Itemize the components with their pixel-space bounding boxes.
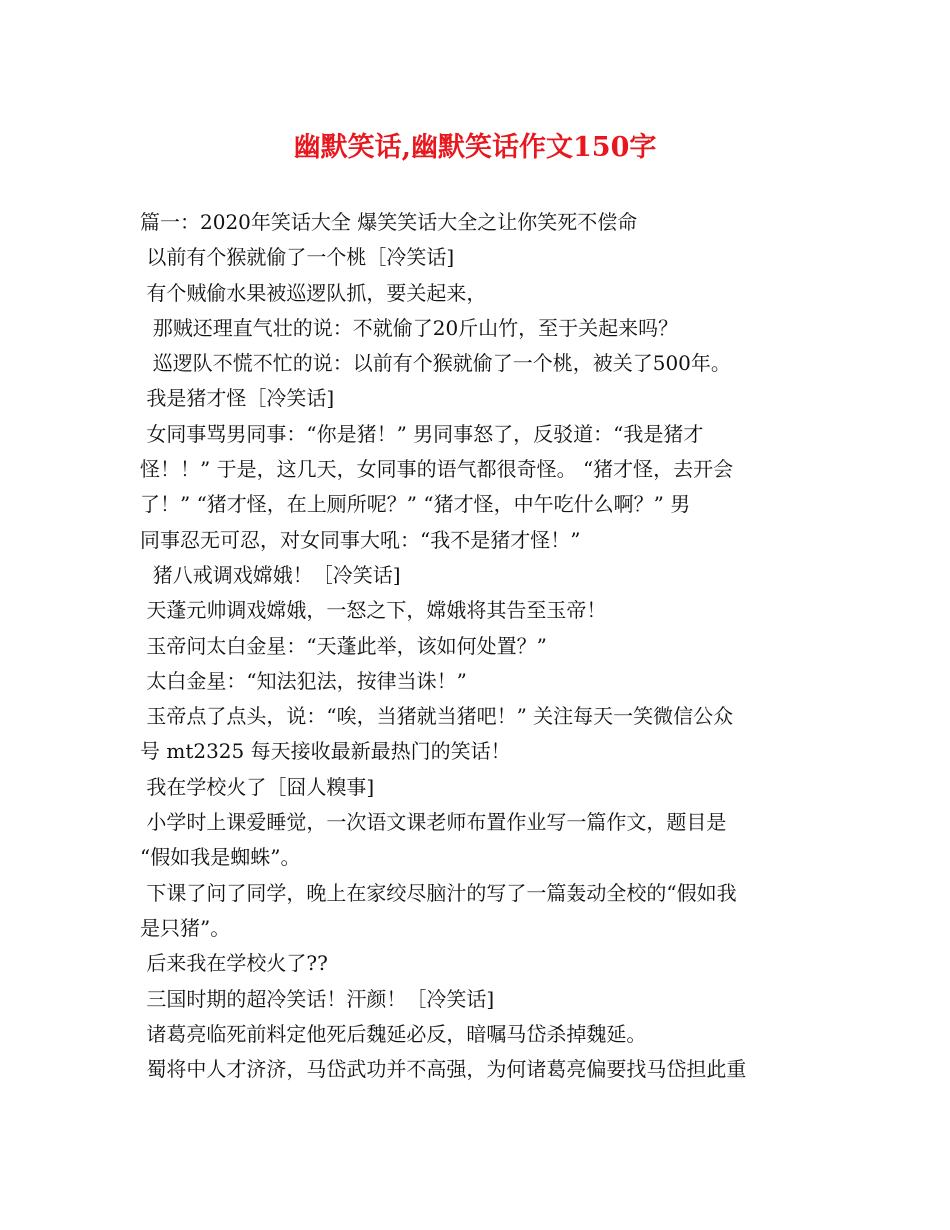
text-line: 小学时上课爱睡觉，一次语文课老师布置作业写一篇作文，题目是 — [140, 810, 727, 835]
text-line: 怪！！” 于是，这几天，女同事的语气都很奇怪。 “猪才怪，去开会 — [140, 457, 734, 482]
text-line: 有个贼偷水果被巡逻队抓，要关起来， — [140, 280, 487, 305]
text-line: 天蓬元帅调戏嫦娥，一怒之下，嫦娥将其告至玉帝！ — [140, 598, 607, 623]
text-line: 是只猪”。 — [140, 915, 231, 940]
text-line: 诸葛亮临死前料定他死后魏延必反，暗嘱马岱杀掉魏延。 — [140, 1021, 647, 1046]
text-line: 玉帝点了点头，说：“唉，当猪就当猪吧！” 关注每天一笑微信公众 — [140, 704, 734, 729]
text-line: 下课了问了同学，晚上在家绞尽脑汁的写了一篇轰动全校的“假如我 — [140, 880, 737, 905]
text-line: 了！” “猪才怪，在上厕所呢？” “猪才怪，中午吃什么啊？” 男 — [140, 492, 691, 517]
text-line: 蜀将中人才济济，马岱武功并不高强，为何诸葛亮偏要找马岱担此重 — [140, 1057, 747, 1082]
text-line: 巡逻队不慌不忙的说：以前有个猴就偷了一个桃，被关了500年。 — [140, 351, 731, 376]
text-line: 三国时期的超冷笑话！汗颜！［冷笑话] — [140, 986, 495, 1011]
document-body — [140, 205, 815, 1087]
text-line: 后来我在学校火了?? — [140, 951, 328, 976]
text-line: 以前有个猴就偷了一个桃［冷笑话] — [140, 245, 455, 270]
text-line: 那贼还理直气壮的说：不就偷了20斤山竹，至于关起来吗？ — [140, 315, 679, 340]
text-line: 猪八戒调戏嫦娥！［冷笑话] — [140, 562, 401, 587]
text-line: “假如我是蜘蛛”。 — [140, 845, 301, 870]
text-line: 号 mt2325 每天接收最新最热门的笑话！ — [140, 739, 511, 764]
document-title: 幽默笑话,幽默笑话作文150字 — [293, 132, 657, 163]
text-line: 玉帝问太白金星：“天蓬此举，该如何处置？” — [140, 633, 547, 658]
text-line: 太白金星：“知法犯法，按律当诛！” — [140, 668, 467, 693]
text-line: 同事忍无可忍，对女同事大吼：“我不是猪才怪！” — [140, 527, 581, 552]
text-line: 我是猪才怪［冷笑话] — [140, 386, 335, 411]
text-line: 女同事骂男同事：“你是猪！” 男同事怒了，反驳道：“我是猪才 — [140, 421, 704, 446]
text-line: 我在学校火了［囧人糗事] — [140, 774, 375, 799]
text-line: 篇一：2020年笑话大全 爆笑笑话大全之让你笑死不偿命 — [140, 210, 638, 234]
